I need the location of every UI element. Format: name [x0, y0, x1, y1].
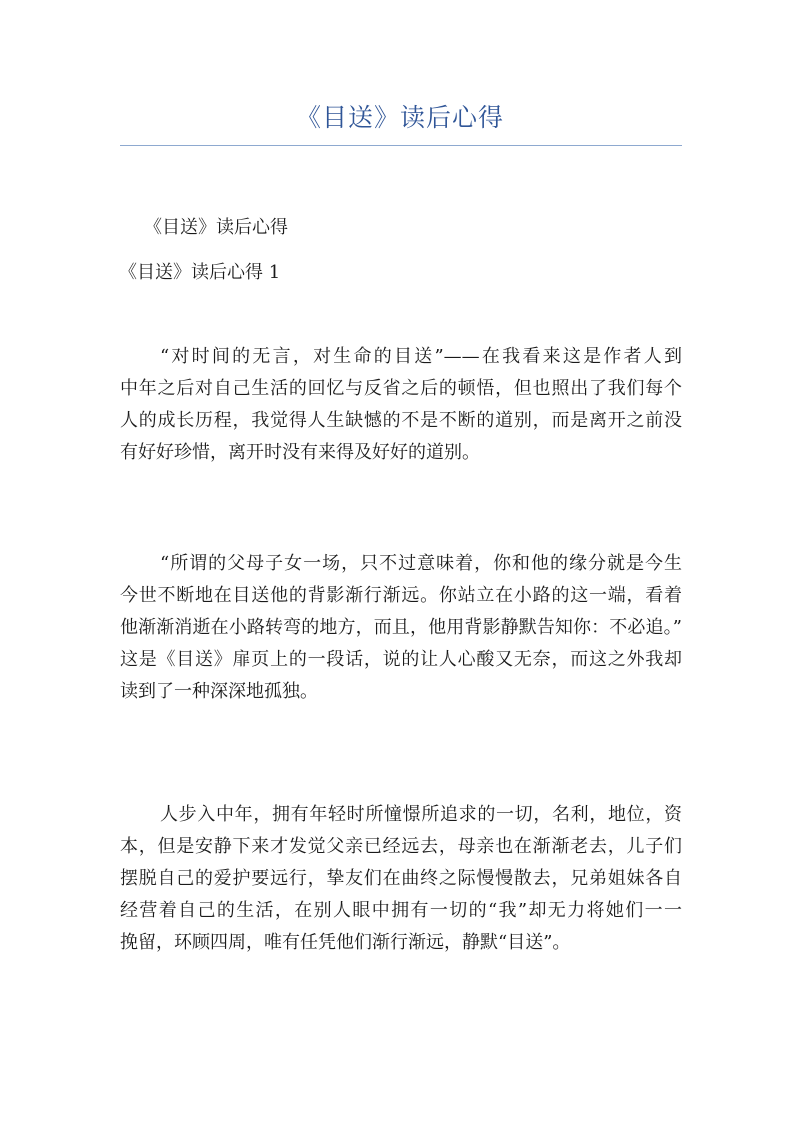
subheading-2: 《目送》读后心得 1 — [119, 262, 281, 283]
paragraph-line: 有好好珍惜，离开时没有来得及好好的道别。 — [120, 442, 480, 463]
paragraph-line: 本，但是安静下来才发觉父亲已经远去，母亲也在渐渐老去，儿子们 — [120, 836, 682, 857]
paragraph-line: 摆脱自己的爱护要远行，挚友们在曲终之际慢慢散去，兄弟姐妹各自 — [120, 868, 682, 889]
paragraph-line: 挽留，环顾四周，唯有任凭他们渐行渐远，静默“目送”。 — [120, 932, 571, 953]
paragraph-line: “对时间的无言，对生命的目送”——在我看来这是作者人到 — [160, 346, 682, 367]
paragraph-line: “所谓的父母子女一场，只不过意味着，你和他的缘分就是今生 — [160, 553, 682, 574]
paragraph-line: 这是《目送》扉页上的一段话，说的让人心酸又无奈，而这之外我却 — [120, 649, 682, 670]
paragraph-3 — [120, 799, 682, 959]
paragraph-2 — [120, 548, 682, 708]
subheading-1: 《目送》读后心得 — [144, 217, 288, 238]
paragraph-line: 人的成长历程，我觉得人生缺憾的不是不断的道别，而是离开之前没 — [120, 410, 682, 431]
paragraph-line: 经营着自己的生活，在别人眼中拥有一切的“我”却无力将她们一一 — [120, 900, 682, 921]
paragraph-line: 今世不断地在目送他的背影渐行渐远。你站立在小路的这一端，看着 — [120, 585, 682, 606]
paragraph-line: 他渐渐消逝在小路转弯的地方，而且，他用背影静默告知你：不必追。” — [120, 617, 682, 638]
page-title: 《目送》读后心得 — [295, 103, 504, 132]
title-underline — [120, 145, 682, 146]
paragraph-line: 中年之后对自己生活的回忆与反省之后的顿悟，但也照出了我们每个 — [120, 378, 682, 399]
paragraph-line: 人步入中年，拥有年轻时所憧憬所追求的一切，名利，地位，资 — [160, 804, 682, 825]
paragraph-line: 读到了一种深深地孤独。 — [120, 681, 318, 702]
paragraph-1 — [120, 341, 682, 469]
